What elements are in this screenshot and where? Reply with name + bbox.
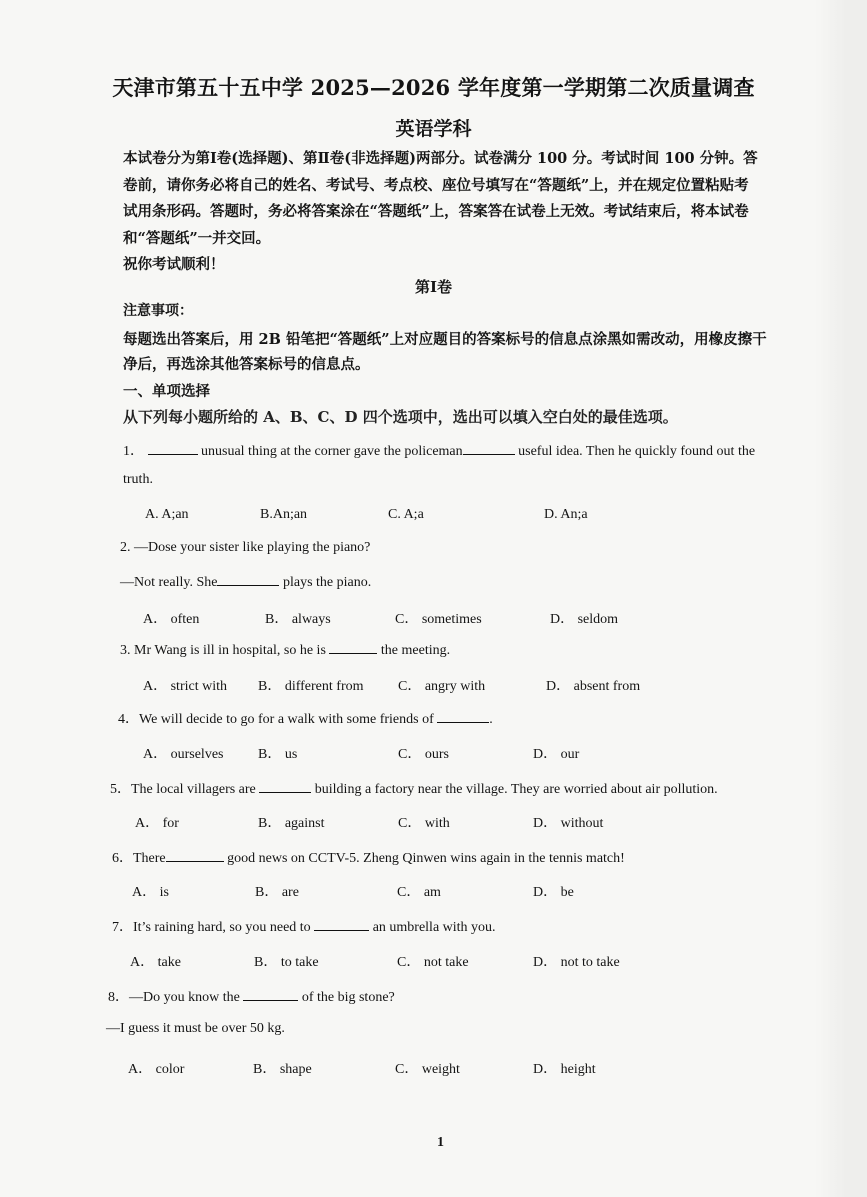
question-8 [108, 986, 395, 1006]
option-a: A． color [128, 1062, 185, 1077]
question-text: 8．—Do you know the [108, 990, 240, 1005]
intro-wish: 祝你考试顺利！ [123, 256, 225, 273]
part-heading: 一、单项选择 [123, 383, 210, 400]
question-text-continued: truth. [123, 472, 153, 487]
intro-text: 本试卷分为第Ⅰ卷(选择题)、第Ⅱ卷(非选择题)两部分。试卷满分 100 分。考试时间 100 分钟。答卷前，请你务必将自己的姓名、考试号、考点校、座位号填写在“答题纸”上，并在规定位置粘贴考试用条形码。答题时，务必将答案涂在“答题纸”上，答案答在试卷上无效。考试结束后，将本试卷和“答题纸”一并交回。 [123, 150, 758, 247]
scan-edge-shadow [815, 0, 867, 1197]
option-a: A． for [135, 816, 179, 831]
option-c: C． ours [398, 747, 449, 762]
option-a: A． is [132, 885, 169, 900]
question-text: good news on CCTV-5. Zheng Qinwen wins again in the tennis match! [227, 851, 625, 866]
answer-blank [329, 641, 377, 654]
option-a: A． ourselves [143, 747, 224, 762]
option-d: D． our [533, 747, 580, 762]
option-c: C. A;a [388, 507, 424, 522]
question-2: 2. —Dose your sister like playing the piano? [120, 540, 371, 555]
question-6 [112, 847, 625, 867]
answer-blank [148, 442, 198, 455]
question-text: unusual thing at the corner gave the policeman [201, 444, 463, 459]
option-c: C． with [398, 816, 450, 831]
option-d: D． without [533, 816, 604, 831]
question-8-reply: —I guess it must be over 50 kg. [106, 1021, 285, 1036]
option-d: D. An;a [544, 507, 588, 522]
option-c: C． angry with [398, 679, 486, 694]
option-b: B． to take [254, 955, 319, 970]
part-instruction: 从下列每小题所给的 A、B、C、D 四个选项中，选出可以填入空白处的最佳选项。 [123, 408, 678, 426]
option-c: C． sometimes [395, 612, 482, 627]
question-text: . [489, 712, 493, 727]
option-d: D． seldom [550, 612, 619, 627]
question-3 [120, 641, 450, 659]
answer-blank [463, 442, 515, 455]
question-1 [123, 440, 755, 460]
question-text: of the big stone? [301, 990, 395, 1005]
answer-blank [437, 710, 489, 723]
question-7 [112, 916, 496, 936]
notes-body: 每题选出答案后，用 2B 铅笔把“答题纸”上对应题目的答案标号的信息点涂黑如需改动，用橡皮擦干净后，再选涂其他答案标号的信息点。 [123, 331, 767, 373]
question-4 [118, 708, 493, 728]
option-b: B． different from [258, 679, 364, 694]
option-b: B． shape [253, 1062, 312, 1077]
question-text: 4．We will decide to go for a walk with some friends of [118, 712, 434, 727]
answer-blank [217, 573, 279, 586]
option-d: D． be [533, 885, 574, 900]
question-2-reply [120, 573, 371, 591]
option-d: D． height [533, 1062, 596, 1077]
question-5 [110, 778, 718, 798]
answer-blank [166, 849, 224, 862]
option-a: A. A;an [145, 507, 189, 522]
question-text: 5．The local villagers are [110, 782, 256, 797]
option-b: B.An;an [260, 507, 308, 522]
page-number: 1 [437, 1135, 444, 1150]
question-text: —Not really. She [120, 575, 218, 590]
answer-blank [314, 918, 369, 931]
question-text: plays the piano. [282, 575, 372, 590]
option-d: D． absent from [546, 679, 641, 694]
option-c: C． weight [395, 1062, 460, 1077]
option-b: B． are [255, 885, 299, 900]
question-text: useful idea. Then he quickly found out the [518, 444, 756, 459]
question-text: the meeting. [380, 643, 451, 658]
option-b: B． against [258, 816, 325, 831]
option-a: A． take [130, 955, 181, 970]
option-c: C． am [397, 885, 441, 900]
option-c: C． not take [397, 955, 469, 970]
option-a: A． often [143, 612, 200, 627]
answer-blank [243, 988, 298, 1001]
option-a: A． strict with [143, 679, 227, 694]
exam-title: 天津市第五十五中学 2025—2026 学年度第一学期第二次质量调查 [112, 75, 755, 100]
question-text: 7．It’s raining hard, so you need to [112, 920, 311, 935]
question-text: an umbrella with you. [372, 920, 496, 935]
question-number: 1． [123, 444, 144, 459]
subject-title: 英语学科 [395, 118, 472, 140]
option-b: B． us [258, 747, 298, 762]
section-title: 第Ⅰ卷 [414, 278, 453, 296]
question-text: 6．There [112, 851, 166, 866]
notes-heading: 注意事项： [123, 303, 193, 319]
option-d: D． not to take [533, 955, 620, 970]
answer-blank [259, 780, 311, 793]
question-text: 3. Mr Wang is ill in hospital, so he is [120, 643, 326, 658]
option-b: B． always [265, 612, 331, 627]
intro-block [123, 146, 763, 279]
question-text: building a factory near the village. They are worried about air pollution. [314, 782, 718, 797]
